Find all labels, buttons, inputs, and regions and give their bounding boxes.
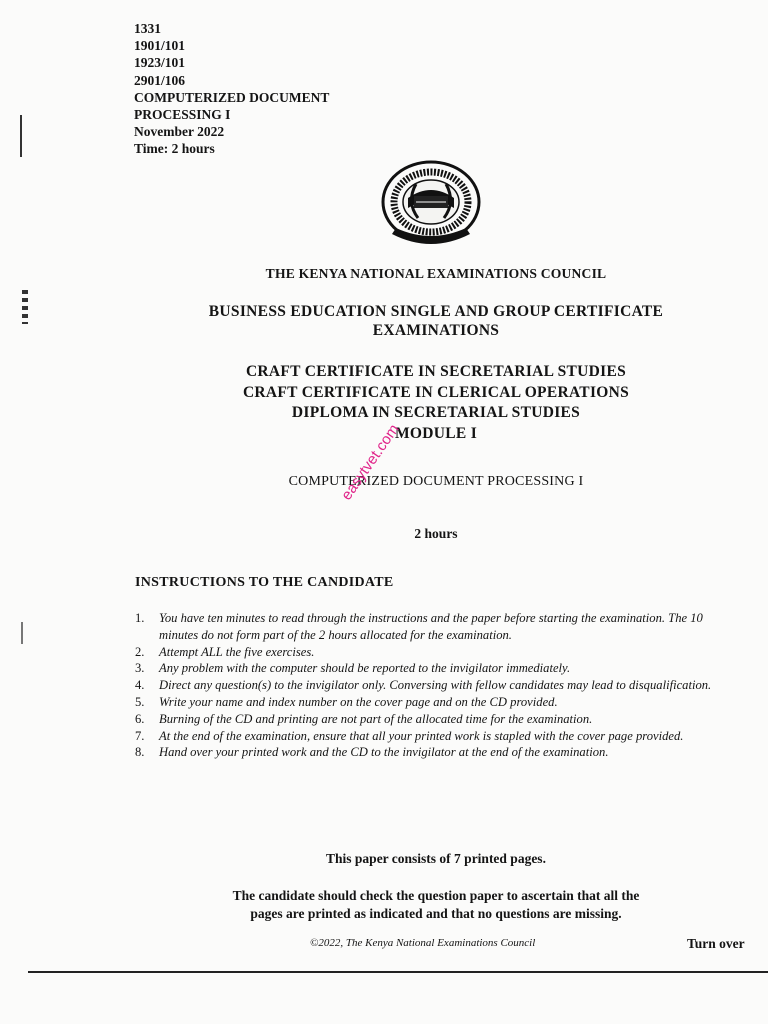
- check-note-line: The candidate should check the question paper to ascertain that all the: [232, 888, 640, 903]
- exam-time: Time: 2 hours: [134, 141, 215, 157]
- header-codes: [134, 20, 329, 158]
- watermark: easytvet.com: [338, 421, 403, 504]
- certificate-titles: [52, 362, 768, 444]
- instruction-item: [135, 744, 740, 761]
- paper-name: COMPUTERIZED DOCUMENT: [134, 89, 330, 105]
- paper-code: 2901/106: [134, 72, 186, 88]
- instruction-text: Direct any question(s) to the invigilator only. Conversing with fellow candidates may lead to disqualification.: [159, 678, 712, 693]
- page-bottom-rule: [28, 971, 768, 973]
- instruction-number: 4.: [135, 678, 145, 693]
- scan-mark-left-lower: [21, 622, 23, 644]
- instruction-number: 6.: [135, 711, 145, 726]
- instruction-item: [135, 610, 740, 644]
- instruction-number: 8.: [135, 745, 145, 760]
- certificate-line: CRAFT CERTIFICATE IN SECRETARIAL STUDIES: [245, 363, 627, 380]
- instruction-number: 1.: [135, 611, 145, 625]
- turn-over-label: Turn over: [687, 936, 745, 951]
- instruction-item: [135, 694, 740, 711]
- instruction-item: [135, 677, 740, 694]
- knec-crest-icon: [378, 158, 484, 252]
- instruction-item: [135, 644, 740, 661]
- instruction-text: Attempt ALL the five exercises.: [159, 644, 315, 659]
- instruction-item: [135, 728, 740, 745]
- paper-code: 1331: [134, 21, 161, 36]
- instruction-text: Burning of the CD and printing are not part of the allocated time for the examination.: [159, 711, 593, 726]
- duration: 2 hours: [414, 526, 458, 541]
- certificate-line: CRAFT CERTIFICATE IN CLERICAL OPERATIONS: [242, 383, 630, 401]
- check-note-line: pages are printed as indicated and that no questions are missing.: [250, 905, 622, 921]
- instruction-number: 7.: [135, 728, 145, 743]
- instructions-heading: INSTRUCTIONS TO THE CANDIDATE: [135, 575, 394, 590]
- exam-series-title: [52, 302, 768, 340]
- instruction-number: 2.: [135, 644, 145, 659]
- instruction-text: Any problem with the computer should be reported to the invigilator immediately.: [159, 661, 571, 676]
- check-note: [52, 887, 768, 922]
- page-count-note: This paper consists of 7 printed pages.: [326, 851, 546, 866]
- council-name: THE KENYA NATIONAL EXAMINATIONS COUNCIL: [265, 266, 607, 281]
- instruction-text: You have ten minutes to read through the instructions and the paper before starting the examination. The 10 minutes do not form part of the 2 hours allocated for the examination.: [159, 611, 703, 642]
- exam-date: November 2022: [134, 124, 225, 140]
- instruction-item: [135, 711, 740, 728]
- exam-series-line: BUSINESS EDUCATION SINGLE AND GROUP CERTIFICATE: [208, 303, 664, 320]
- paper-name: PROCESSING I: [134, 107, 231, 123]
- paper-code: 1901/101: [134, 38, 186, 54]
- certificate-line: DIPLOMA IN SECRETARIAL STUDIES: [291, 404, 581, 421]
- instruction-text: At the end of the examination, ensure that all your printed work is stapled with the cover page provided.: [159, 728, 684, 743]
- copyright-notice: ©2022, The Kenya National Examinations Council: [310, 937, 536, 949]
- instruction-text: Hand over your printed work and the CD to the invigilator at the end of the examination.: [159, 745, 609, 760]
- instructions-list: [135, 610, 740, 761]
- instruction-number: 3.: [135, 661, 145, 676]
- exam-series-line: EXAMINATIONS: [372, 322, 500, 339]
- paper-code: 1923/101: [134, 55, 186, 71]
- instruction-item: [135, 660, 740, 677]
- scan-mark-left: [20, 115, 22, 157]
- instruction-number: 5.: [135, 694, 145, 709]
- binding-marks: [22, 290, 28, 324]
- module-line: MODULE I: [394, 424, 478, 442]
- instruction-text: Write your name and index number on the cover page and on the CD provided.: [159, 694, 558, 709]
- subject-title: COMPUTERIZED DOCUMENT PROCESSING I: [288, 474, 584, 489]
